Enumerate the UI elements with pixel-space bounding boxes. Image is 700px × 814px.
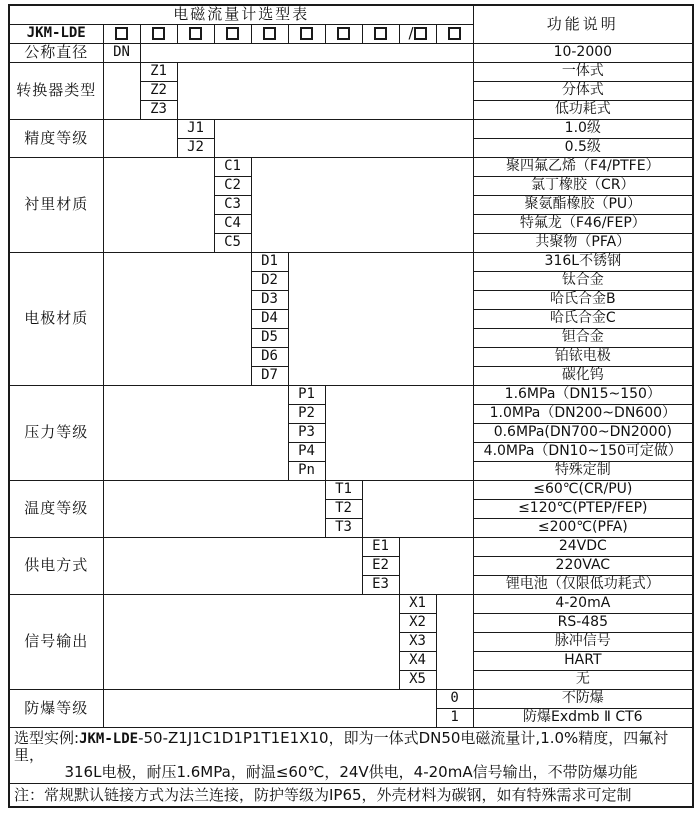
empty-cell	[325, 385, 473, 480]
empty-cell	[214, 119, 473, 157]
option-desc: 钛合金	[473, 271, 693, 290]
empty-cell	[103, 385, 288, 480]
option-desc: 低功耗式	[473, 100, 693, 119]
note-text: 注：常规默认链接方式为法兰连接，防护等级为IP65，外壳材料为碳钢，如有特殊需求可定制	[9, 783, 693, 807]
model-code-box	[288, 24, 325, 43]
empty-cell	[399, 537, 473, 594]
group-label-liner: 衬里材质	[9, 157, 103, 252]
empty-cell	[251, 157, 473, 252]
option-desc: ≤200℃(PFA)	[473, 518, 693, 537]
group-label-explosion: 防爆等级	[9, 689, 103, 727]
option-desc: 特殊定制	[473, 461, 693, 480]
option-code: C4	[214, 214, 251, 233]
option-code: T2	[325, 499, 362, 518]
option-code: X2	[399, 613, 436, 632]
option-desc: RS-485	[473, 613, 693, 632]
example-text: -50-Z1J1C1D1P1T1E1X10，即为一体式DN50电磁流量计,1.0%精度，四氟衬里，	[14, 728, 669, 765]
empty-cell	[103, 252, 251, 385]
option-code: E2	[362, 556, 399, 575]
model-code-box	[436, 24, 473, 43]
checkbox-icon	[374, 27, 387, 40]
checkbox-icon	[115, 27, 128, 40]
row-x1	[9, 594, 693, 613]
option-code: DN	[103, 43, 140, 62]
option-desc: 220VAC	[473, 556, 693, 575]
option-desc: 316L不锈钢	[473, 252, 693, 271]
option-code: Pn	[288, 461, 325, 480]
option-desc: 脉冲信号	[473, 632, 693, 651]
option-desc: 哈氏合金B	[473, 290, 693, 309]
empty-cell	[103, 689, 436, 727]
option-code: P1	[288, 385, 325, 404]
option-desc: 0.5级	[473, 138, 693, 157]
empty-cell	[177, 62, 473, 119]
empty-cell	[140, 43, 473, 62]
option-code: D5	[251, 328, 288, 347]
checkbox-icon	[226, 27, 239, 40]
option-desc: 哈氏合金C	[473, 309, 693, 328]
option-code: Z1	[140, 62, 177, 81]
group-label-diameter: 公称直径	[9, 43, 103, 62]
option-desc: 4-20mA	[473, 594, 693, 613]
example-row	[9, 727, 693, 783]
option-desc: 共聚物（PFA）	[473, 233, 693, 252]
row-c1	[9, 157, 693, 176]
option-code: P2	[288, 404, 325, 423]
title-row	[9, 5, 693, 24]
option-desc: 铂铱电极	[473, 347, 693, 366]
empty-cell	[103, 62, 140, 119]
empty-cell	[103, 480, 325, 537]
option-code: C5	[214, 233, 251, 252]
option-desc: 1.0级	[473, 119, 693, 138]
example-line-1	[14, 730, 688, 764]
group-label-accuracy: 精度等级	[9, 119, 103, 157]
model-code-box	[362, 24, 399, 43]
option-code: T3	[325, 518, 362, 537]
group-label-pressure: 压力等级	[9, 385, 103, 480]
option-code: D3	[251, 290, 288, 309]
empty-cell	[103, 157, 214, 252]
option-code: J2	[177, 138, 214, 157]
table-title: 电磁流量计选型表	[9, 5, 473, 24]
option-desc: ≤60℃(CR/PU)	[473, 480, 693, 499]
option-code: C3	[214, 195, 251, 214]
option-code: X1	[399, 594, 436, 613]
option-code: C1	[214, 157, 251, 176]
option-code: X4	[399, 651, 436, 670]
empty-cell	[362, 480, 473, 537]
row-d1	[9, 252, 693, 271]
model-code-box	[214, 24, 251, 43]
option-code: E3	[362, 575, 399, 594]
group-label-signal: 信号输出	[9, 594, 103, 689]
empty-cell	[288, 252, 473, 385]
option-desc: 锂电池（仅限低功耗式）	[473, 575, 693, 594]
row-p1	[9, 385, 693, 404]
group-label-temperature: 温度等级	[9, 480, 103, 537]
model-code-box	[140, 24, 177, 43]
empty-cell	[103, 594, 399, 689]
checkbox-icon	[189, 27, 202, 40]
row-dn	[9, 43, 693, 62]
option-desc: 氯丁橡胶（CR）	[473, 176, 693, 195]
row-z1	[9, 62, 693, 81]
option-code: 0	[436, 689, 473, 708]
option-code: P4	[288, 442, 325, 461]
option-code: D2	[251, 271, 288, 290]
option-desc: ≤120℃(PTEP/FEP)	[473, 499, 693, 518]
option-desc: 特氟龙（F46/FEP）	[473, 214, 693, 233]
option-desc: 钽合金	[473, 328, 693, 347]
checkbox-icon	[263, 27, 276, 40]
example-model-code: JKM-LDE	[79, 730, 139, 747]
option-desc: 0.6MPa(DN700~DN2000)	[473, 423, 693, 442]
row-exp0	[9, 689, 693, 708]
model-code-box	[103, 24, 140, 43]
option-code: T1	[325, 480, 362, 499]
checkbox-icon	[448, 27, 461, 40]
checkbox-icon	[414, 27, 427, 40]
option-desc: 不防爆	[473, 689, 693, 708]
checkbox-icon	[300, 27, 313, 40]
option-desc: 碳化钨	[473, 366, 693, 385]
option-code: E1	[362, 537, 399, 556]
option-desc: 10-2000	[473, 43, 693, 62]
example-prefix: 选型实例:	[14, 728, 80, 747]
checkbox-icon	[152, 27, 165, 40]
option-code: D1	[251, 252, 288, 271]
slash-separator: /	[408, 24, 414, 42]
option-code: D4	[251, 309, 288, 328]
option-desc: 4.0MPa（DN10~150可定做）	[473, 442, 693, 461]
option-desc: 防爆Exdmb Ⅱ CT6	[473, 708, 693, 727]
group-label-converter: 转换器类型	[9, 62, 103, 119]
model-code-prefix: JKM-LDE	[9, 24, 103, 43]
option-code: C2	[214, 176, 251, 195]
option-desc: 分体式	[473, 81, 693, 100]
empty-cell	[103, 537, 362, 594]
empty-cell	[436, 594, 473, 689]
row-j1	[9, 119, 693, 138]
row-e1	[9, 537, 693, 556]
group-label-power: 供电方式	[9, 537, 103, 594]
empty-cell	[103, 119, 177, 157]
option-desc: HART	[473, 651, 693, 670]
option-code: D7	[251, 366, 288, 385]
option-code: Z3	[140, 100, 177, 119]
option-code: D6	[251, 347, 288, 366]
example-line-2: 316L电极，耐压1.6MPa，耐温≤60℃，24V供电，4-20mA信号输出，不带防爆功能	[64, 762, 638, 781]
function-description-header: 功能说明	[473, 5, 693, 43]
flowmeter-selection-table	[8, 4, 694, 808]
option-code: X3	[399, 632, 436, 651]
option-desc: 1.0MPa（DN200~DN600）	[473, 404, 693, 423]
option-code: P3	[288, 423, 325, 442]
note-row	[9, 783, 693, 807]
model-code-box	[251, 24, 288, 43]
option-desc: 聚氨酯橡胶（PU）	[473, 195, 693, 214]
model-code-box	[177, 24, 214, 43]
option-desc: 聚四氟乙烯（F4/PTFE）	[473, 157, 693, 176]
option-code: Z2	[140, 81, 177, 100]
option-desc: 1.6MPa（DN15~150）	[473, 385, 693, 404]
option-desc: 24VDC	[473, 537, 693, 556]
option-code: J1	[177, 119, 214, 138]
option-desc: 一体式	[473, 62, 693, 81]
option-desc: 无	[473, 670, 693, 689]
row-t1	[9, 480, 693, 499]
selection-example	[9, 727, 693, 783]
option-code: X5	[399, 670, 436, 689]
model-code-box	[399, 24, 436, 43]
option-code: 1	[436, 708, 473, 727]
group-label-electrode: 电极材质	[9, 252, 103, 385]
checkbox-icon	[337, 27, 350, 40]
model-code-box	[325, 24, 362, 43]
